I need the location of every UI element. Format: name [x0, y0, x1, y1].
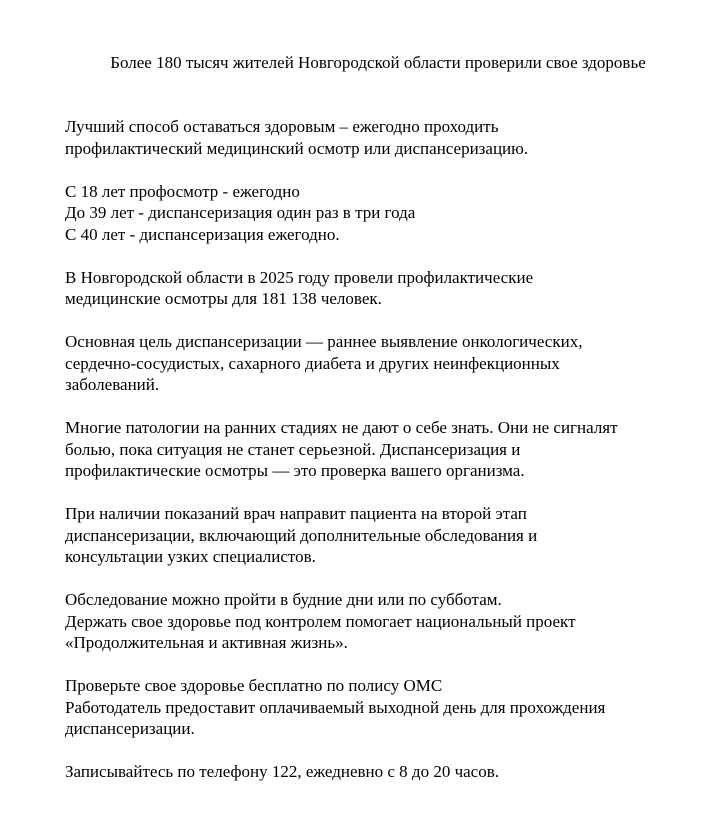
paragraph-free-check: [65, 675, 715, 740]
text-line: Работодатель предоставит оплачиваемый выходной день для прохождения: [65, 697, 606, 717]
text-line: диспансеризации.: [65, 719, 195, 738]
text-line: консультации узких специалистов.: [65, 547, 316, 566]
text-line: Обследование можно пройти в будние дни или по субботам.: [65, 590, 502, 609]
paragraph-schedule: [65, 181, 715, 246]
text-line: Записывайтесь по телефону 122, ежедневно с 8 до 20 часов.: [65, 762, 499, 781]
text-line: При наличии показаний врач направит пациента на второй этап: [65, 504, 527, 523]
text-line: диспансеризации, включающий дополнительные обследования и: [65, 525, 538, 545]
text-line: Держать свое здоровье под контролем помогает национальный проект: [65, 611, 576, 631]
text-line: С 18 лет профосмотр - ежегодно: [65, 181, 300, 201]
text-line: Основная цель диспансеризации — раннее выявление онкологических,: [65, 332, 583, 351]
text-line: профилактический медицинский осмотр или диспансеризацию.: [65, 138, 529, 158]
paragraph-schedule-days: [65, 589, 715, 654]
document-title: Более 180 тысяч жителей Новгородской области проверили свое здоровье: [110, 53, 646, 72]
paragraph-phone: [65, 761, 715, 783]
paragraph-goal: [65, 331, 715, 396]
document-body: [65, 116, 715, 804]
text-line: болью, пока ситуация не станет серьезной. Диспансеризация и: [65, 439, 521, 459]
text-line: заболеваний.: [65, 375, 160, 394]
text-line: Лучший способ оставаться здоровым – ежегодно проходить: [65, 117, 499, 136]
paragraph-intro: [65, 116, 715, 159]
text-line: С 40 лет - диспансеризация ежегодно.: [65, 224, 340, 244]
paragraph-statistics: [65, 267, 715, 310]
paragraph-second-stage: [65, 503, 715, 568]
text-line: медицинские осмотры для 181 138 человек.: [65, 289, 382, 308]
paragraph-pathologies: [65, 417, 715, 482]
text-line: В Новгородской области в 2025 году провели профилактические: [65, 267, 534, 287]
text-line: Многие патологии на ранних стадиях не дают о себе знать. Они не сигналят: [65, 418, 618, 437]
text-line: сердечно-сосудистых, сахарного диабета и других неинфекционных: [65, 353, 560, 373]
text-line: «Продолжительная и активная жизнь».: [65, 633, 348, 652]
text-line: До 39 лет - диспансеризация один раз в три года: [65, 203, 416, 222]
text-line: профилактические осмотры — это проверка вашего организма.: [65, 461, 525, 480]
text-line: Проверьте свое здоровье бесплатно по полису ОМС: [65, 676, 443, 695]
